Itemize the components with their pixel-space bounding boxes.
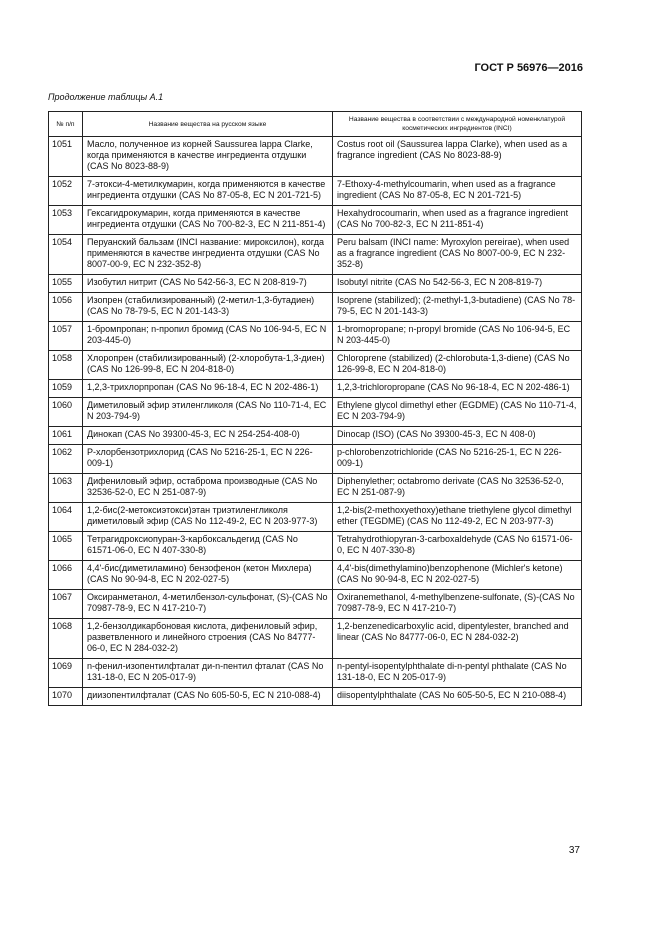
cell-inci-name: n-pentyl-isopentylphthalate di-n-pentyl phthalate (CAS No 131-18-0, EC N 205-017-9) [333, 659, 582, 688]
table-row [49, 619, 582, 659]
cell-russian-name: 1-бромпропан; n-пропил бромид (CAS No 106-94-5, EC N 203-445-0) [83, 322, 333, 351]
cell-number: 1054 [49, 235, 83, 275]
table-row [49, 206, 582, 235]
cell-inci-name: Dinocap (ISO) (CAS No 39300-45-3, EC N 408-0) [333, 427, 582, 445]
cell-russian-name: Перуанский бальзам (INCI название: мироксилон), когда применяются в качестве ингредиента отдушки (CAS No 8007-00-9, EC N 232-352-8) [83, 235, 333, 275]
table-row [49, 293, 582, 322]
table-row [49, 474, 582, 503]
page-number: 37 [568, 845, 580, 856]
table-row [49, 380, 582, 398]
cell-number: 1059 [49, 380, 83, 398]
table-row [49, 659, 582, 688]
table-row [49, 275, 582, 293]
table-body [49, 137, 582, 706]
cell-inci-name: Diphenylether; octabromo derivate (CAS No 32536-52-0, EC N 251-087-9) [333, 474, 582, 503]
cell-inci-name: Peru balsam (INCI name: Myroxylon pereirae), when used as a fragrance ingredient (CAS No 8007-00-9, EC N 232-352-8) [333, 235, 582, 275]
table-row [49, 532, 582, 561]
cell-russian-name: Диметиловый эфир этиленгликоля (CAS No 110-71-4, EC N 203-794-9) [83, 398, 333, 427]
cell-russian-name: Хлоропрен (стабилизированный) (2-хлоробута-1,3-диен) (CAS No 126-99-8, EC N 204-818-0) [83, 351, 333, 380]
table-row [49, 590, 582, 619]
cell-russian-name: Динокап (CAS No 39300-45-3, EC N 254-254-408-0) [83, 427, 333, 445]
cell-inci-name: 7-Ethoxy-4-methylcoumarin, when used as a fragrance ingredient (CAS No 87-05-8, EC N 201-721-5) [333, 177, 582, 206]
cell-russian-name: 7-этокси-4-метилкумарин, когда применяются в качестве ингредиента отдушки (CAS No 87-05-8, EC N 201-721-5) [83, 177, 333, 206]
table-row [49, 322, 582, 351]
table-continuation-caption: Продолжение таблицы А.1 [48, 92, 164, 102]
cell-number: 1068 [49, 619, 83, 659]
cell-number: 1051 [49, 137, 83, 177]
cell-inci-name: Isobutyl nitrite (CAS No 542-56-3, EC N 208-819-7) [333, 275, 582, 293]
cell-number: 1058 [49, 351, 83, 380]
cell-number: 1057 [49, 322, 83, 351]
cell-russian-name: 1,2-бис(2-метоксиэтокси)этан триэтиленгликоля диметиловый эфир (CAS No 112-49-2, EC N 203-977-3) [83, 503, 333, 532]
cell-russian-name: 4,4'-бис(диметиламино) бензофенон (кетон Михлера) (CAS No 90-94-8, EC N 202-027-5) [83, 561, 333, 590]
cell-inci-name: 1,2,3-trichloropropane (CAS No 96-18-4, EC N 202-486-1) [333, 380, 582, 398]
cell-number: 1070 [49, 688, 83, 706]
table-row [49, 688, 582, 706]
table-row [49, 351, 582, 380]
table-row [49, 177, 582, 206]
substances-table [48, 111, 582, 706]
cell-number: 1069 [49, 659, 83, 688]
cell-number: 1056 [49, 293, 83, 322]
cell-russian-name: Тетрагидроксиопуран-3-карбоксальдегид (CAS No 61571-06-0, EC N 407-330-8) [83, 532, 333, 561]
cell-number: 1064 [49, 503, 83, 532]
cell-inci-name: 1,2-bis(2-methoxyethoxy)ethane triethylene glycol dimethyl ether (TEGDME) (CAS No 112-49-2, EC N 203-977-3) [333, 503, 582, 532]
cell-number: 1063 [49, 474, 83, 503]
table-header-row [49, 112, 582, 137]
cell-russian-name: Дифениловый эфир, остаброма производные (CAS No 32536-52-0, EC N 251-087-9) [83, 474, 333, 503]
cell-number: 1060 [49, 398, 83, 427]
table-row [49, 503, 582, 532]
cell-inci-name: Ethylene glycol dimethyl ether (EGDME) (CAS No 110-71-4, EC N 203-794-9) [333, 398, 582, 427]
cell-russian-name: 1,2,3-трихлорпропан (CAS No 96-18-4, EC N 202-486-1) [83, 380, 333, 398]
table-row [49, 561, 582, 590]
cell-inci-name: Chloroprene (stabilized) (2-chlorobuta-1,3-diene) (CAS No 126-99-8, EC N 204-818-0) [333, 351, 582, 380]
cell-inci-name: Oxiranemethanol, 4-methylbenzene-sulfonate, (S)-(CAS No 70987-78-9, EC N 417-210-7) [333, 590, 582, 619]
cell-russian-name: Изобутил нитрит (CAS No 542-56-3, EC N 208-819-7) [83, 275, 333, 293]
cell-number: 1053 [49, 206, 83, 235]
cell-inci-name: Costus root oil (Saussurea lappa Clarke), when used as a fragrance ingredient (CAS No 8023-88-9) [333, 137, 582, 177]
cell-russian-name: Масло, полученное из корней Saussurea lappa Clarke, когда применяются в качестве ингредиента отдушки (CAS No 8023-88-9) [83, 137, 333, 177]
cell-inci-name: 1-bromopropane; n-propyl bromide (CAS No 106-94-5, EC N 203-445-0) [333, 322, 582, 351]
cell-russian-name: n-фенил-изопентилфталат ди-n-пентил фталат (CAS No 131-18-0, EC N 205-017-9) [83, 659, 333, 688]
cell-russian-name: Оксиранметанол, 4-метилбензол-сульфонат, (S)-(CAS No 70987-78-9, EC N 417-210-7) [83, 590, 333, 619]
cell-inci-name: 1,2-benzenedicarboxylic acid, dipentylester, branched and linear (CAS No 84777-06-0, EC N 284-032-2) [333, 619, 582, 659]
cell-number: 1066 [49, 561, 83, 590]
table-row [49, 235, 582, 275]
cell-inci-name: diisopentylphthalate (CAS No 605-50-5, EC N 210-088-4) [333, 688, 582, 706]
cell-inci-name: 4,4'-bis(dimethylamino)benzophenone (Michler's ketone) (CAS No 90-94-8, EC N 202-027-5) [333, 561, 582, 590]
cell-number: 1067 [49, 590, 83, 619]
cell-number: 1065 [49, 532, 83, 561]
table-row [49, 137, 582, 177]
cell-inci-name: p-chlorobenzotrichloride (CAS No 5216-25-1, EC N 226-009-1) [333, 445, 582, 474]
cell-number: 1052 [49, 177, 83, 206]
cell-inci-name: Hexahydrocoumarin, when used as a fragrance ingredient (CAS No 700-82-3, EC N 211-851-4) [333, 206, 582, 235]
cell-russian-name: Гексагидрокумарин, когда применяются в качестве ингредиента отдушки (CAS No 700-82-3, EC N 211-851-4) [83, 206, 333, 235]
cell-inci-name: Tetrahydrothiopyran-3-carboxaldehyde (CAS No 61571-06-0, EC N 407-330-8) [333, 532, 582, 561]
standard-number: ГОСТ Р 56976—2016 [474, 62, 583, 74]
table-row [49, 398, 582, 427]
cell-russian-name: Р-хлорбензотрихлорид (CAS No 5216-25-1, EC N 226-009-1) [83, 445, 333, 474]
cell-number: 1061 [49, 427, 83, 445]
cell-russian-name: диизопентилфталат (CAS No 605-50-5, EC N 210-088-4) [83, 688, 333, 706]
cell-inci-name: Isoprene (stabilized); (2-methyl-1,3-butadiene) (CAS No 78-79-5, EC N 201-143-3) [333, 293, 582, 322]
header-inci-name: Название вещества в соответствии с международной номенклатурой косметических ингредиентов (INCI) [333, 112, 582, 137]
cell-number: 1055 [49, 275, 83, 293]
header-number: № п/п [49, 112, 83, 137]
cell-russian-name: Изопрен (стабилизированный) (2-метил-1,3-бутадиен) (CAS No 78-79-5, EC N 201-143-3) [83, 293, 333, 322]
header-russian-name: Название вещества на русском языке [83, 112, 333, 137]
table-row [49, 445, 582, 474]
cell-russian-name: 1,2-бензолдикарбоновая кислота, дифениловый эфир, разветвленного и линейного строения (CAS No 84777-06-0, EC N 284-032-2) [83, 619, 333, 659]
cell-number: 1062 [49, 445, 83, 474]
table-row [49, 427, 582, 445]
